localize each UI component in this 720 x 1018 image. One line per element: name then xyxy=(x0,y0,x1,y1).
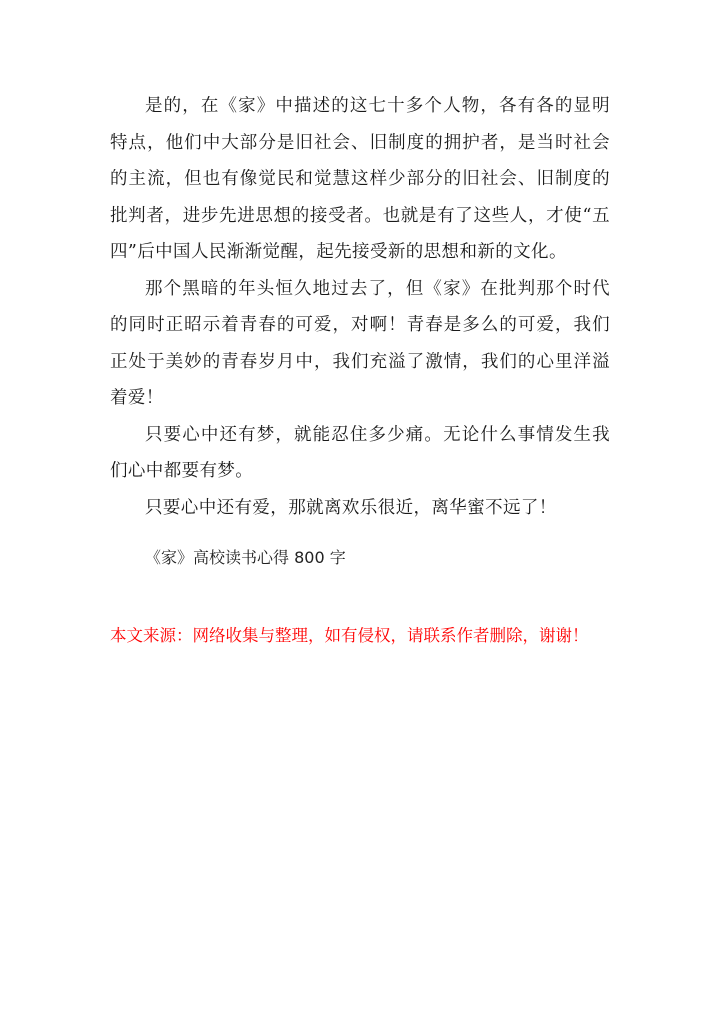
source-note: 本文来源：网络收集与整理，如有侵权，请联系作者删除，谢谢！ xyxy=(110,626,589,645)
paragraph-2: 那个黑暗的年头恒久地过去了，但《家》在批判那个时代的同时正昭示着青春的可爱，对啊！青春是多么的可爱，我们正处于美妙的青春岁月中，我们充溢了激情，我们的心里洋溢着爱！ xyxy=(110,278,610,408)
paragraph-3: 只要心中还有梦，就能忍住多少痛。无论什么事情发生我们心中都要有梦。 xyxy=(110,424,610,481)
document-caption: 《家》高校读书心得 800 字 xyxy=(145,548,346,567)
paragraph-1: 是的，在《家》中描述的这七十多个人物，各有各的显明特点，他们中大部分是旧社会、旧制度的拥护者，是当时社会的主流，但也有像觉民和觉慧这样少部分的旧社会、旧制度的批判者，进步先进思想的接受者。也就是有了这些人，才使“五四”后中国人民渐渐觉醒，起先接受新的思想和新的文化。 xyxy=(110,96,610,262)
document-body xyxy=(110,88,610,526)
paragraph-4: 只要心中还有爱，那就离欢乐很近，离华蜜不远了！ xyxy=(145,497,557,518)
